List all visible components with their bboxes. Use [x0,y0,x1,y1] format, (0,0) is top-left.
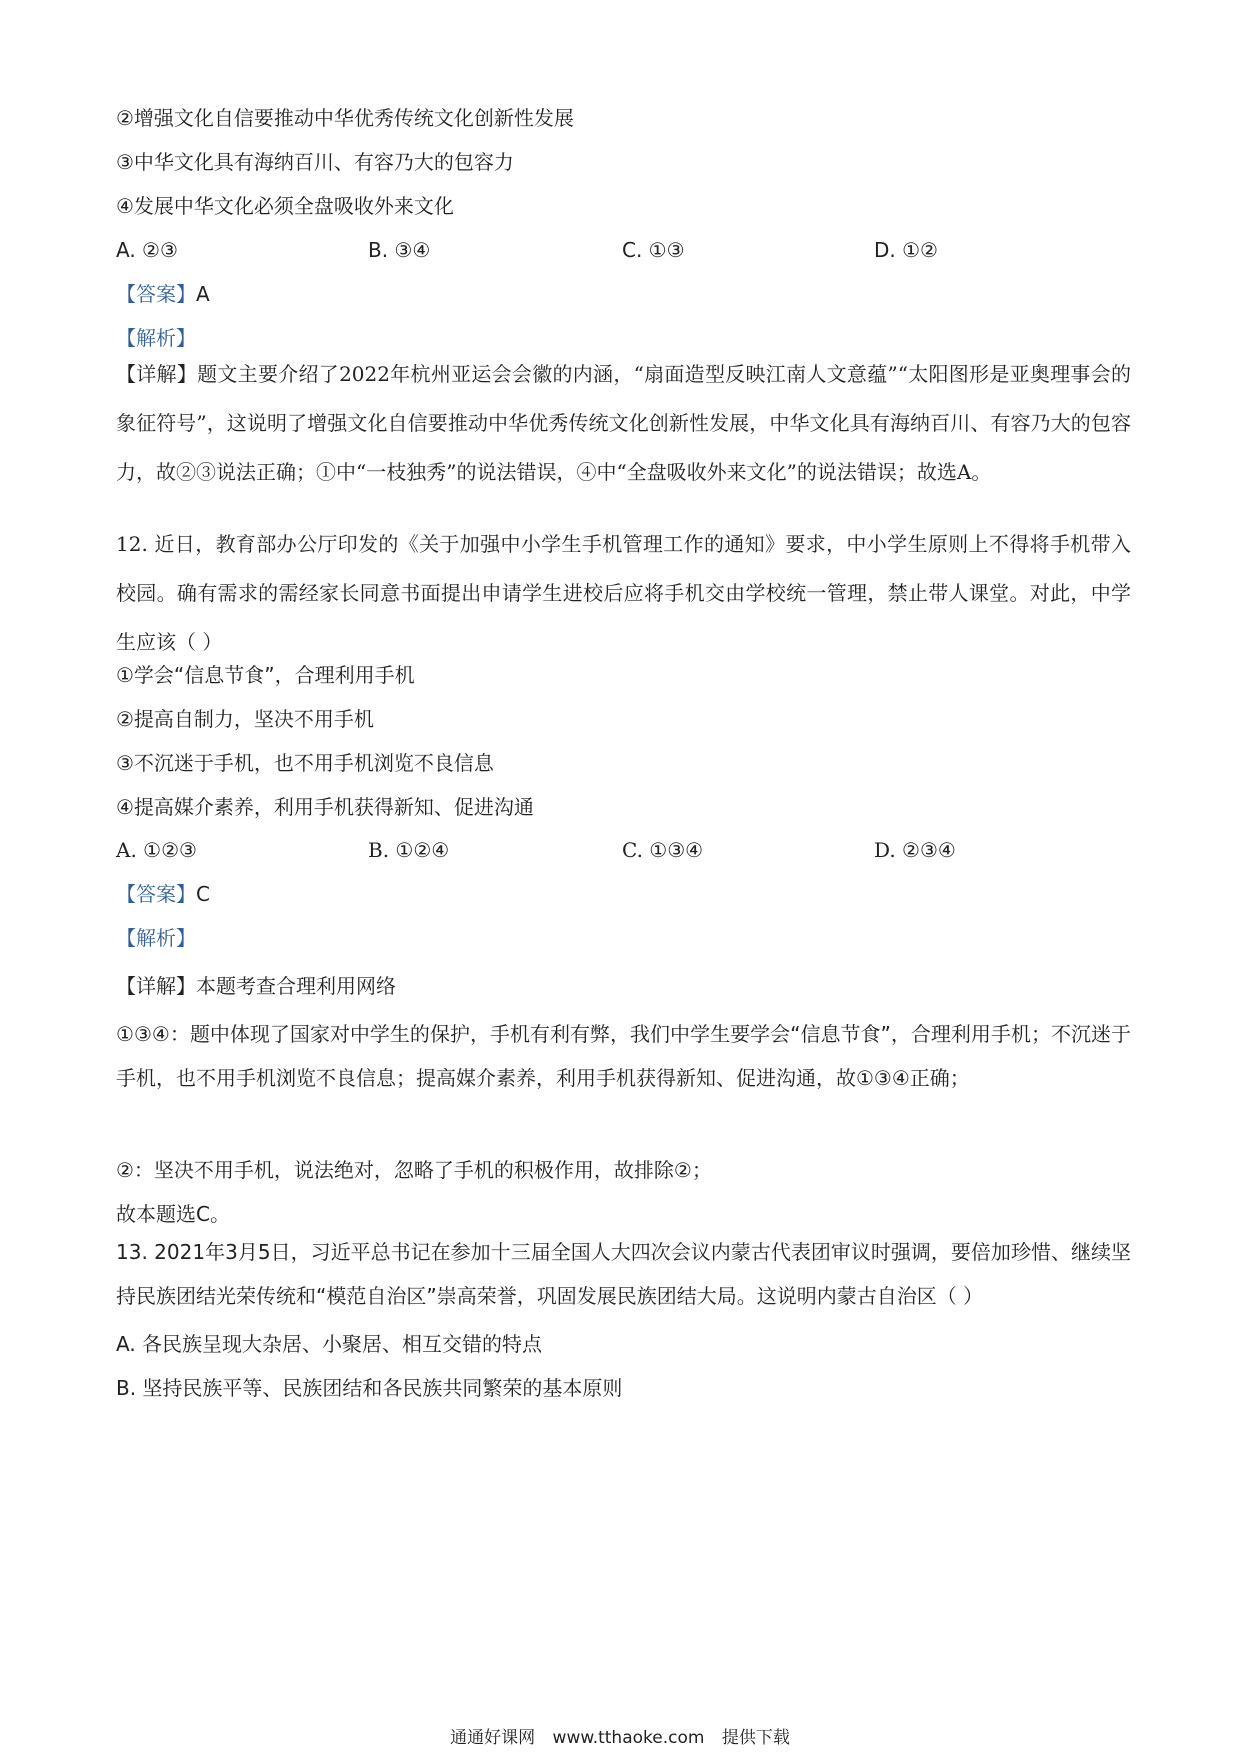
q12-stem: 12. 近日，教育部办公厅印发的《关于加强中小学生手机管理工作的通知》要求，中小学生原则上不得将手机带入校园。确有需求的需经家长同意书面提出申请学生进校后应将手机交由学校统一管理，禁止带人课堂。对此，中学生应该（ ） [116,532,1131,654]
q11-option-a: A. ②③ [116,238,178,262]
q13-option-b: B. 坚持民族平等、民族团结和各民族共同繁荣的基本原则 [116,1376,623,1400]
q12-explain-3: 故本题选C。 [116,1202,230,1226]
footer-url[interactable]: www.tthaoke.com [552,1728,705,1748]
q13-option-a: A. 各民族呈现大杂居、小聚居、相互交错的特点 [116,1332,543,1356]
q11-analysis-label: 【解析】 [116,326,196,350]
q12-detail: 【详解】本题考查合理利用网络 [116,974,396,998]
q12-option-d: D. ②③④ [874,838,956,862]
page-footer [0,1726,1240,1750]
q12-statement-4: ④提高媒介素养，利用手机获得新知、促进沟通 [116,795,534,819]
q12-option-c: C. ①③④ [622,838,704,862]
q11-detail: 【详解】题文主要介绍了2022年杭州亚运会会徽的内涵，“扇面造型反映江南人文意蕴”“太阳图形是亚奥理事会的象征符号”，这说明了增强文化自信要推动中华优秀传统文化创新性发展，中华文化具有海纳百川、有容乃大的包容力，故②③说法正确；①中“一枝独秀”的说法错误，④中“全盘吸收外来文化”的说法错误；故选A。 [116,362,1131,484]
q11-statement-3: ③中华文化具有海纳百川、有容乃大的包容力 [116,150,514,174]
footer-site-name: 通通好课网 [450,1728,536,1748]
q11-answer [116,280,1136,308]
q12-answer [116,880,1136,908]
answer-value: A [196,282,210,306]
answer-label: 【答案】 [116,882,196,906]
q12-explain-2: ②：坚决不用手机，说法绝对，忽略了手机的积极作用，故排除②； [116,1158,712,1182]
q11-statement-4: ④发展中华文化必须全盘吸收外来文化 [116,194,454,218]
q11-statement-2: ②增强文化自信要推动中华优秀传统文化创新性发展 [116,106,574,130]
q12-option-b: B. ①②④ [368,838,450,862]
q13-stem: 13. 2021年3月5日，习近平总书记在参加十三届全国人大四次会议内蒙古代表团审议时强调，要倍加珍惜、继续坚持民族团结光荣传统和“模范自治区”崇高荣誉，巩固发展民族团结大局。这说明内蒙古自治区（ ） [116,1240,1131,1308]
q12-analysis-label: 【解析】 [116,926,196,950]
q11-option-c: C. ①③ [622,238,685,262]
q12-options [116,836,1136,864]
q12-explain-1: ①③④：题中体现了国家对中学生的保护，手机有利有弊，我们中学生要学会“信息节食”，合理利用手机；不沉迷于手机，也不用手机浏览不良信息；提高媒介素养，利用手机获得新知、促进沟通，故①③④正确； [116,1022,1131,1090]
footer-download-text: 提供下载 [721,1728,790,1748]
q11-option-b: B. ③④ [368,238,431,262]
q12-option-a: A. ①②③ [116,838,197,862]
q12-statement-3: ③不沉迷于手机，也不用手机浏览不良信息 [116,751,494,775]
q11-option-d: D. ①② [874,238,938,262]
q12-statement-1: ①学会“信息节食”，合理利用手机 [116,663,415,687]
answer-label: 【答案】 [116,282,196,306]
answer-value: C [196,882,210,906]
q12-statement-2: ②提高自制力，坚决不用手机 [116,707,374,731]
q11-options [116,236,1136,264]
